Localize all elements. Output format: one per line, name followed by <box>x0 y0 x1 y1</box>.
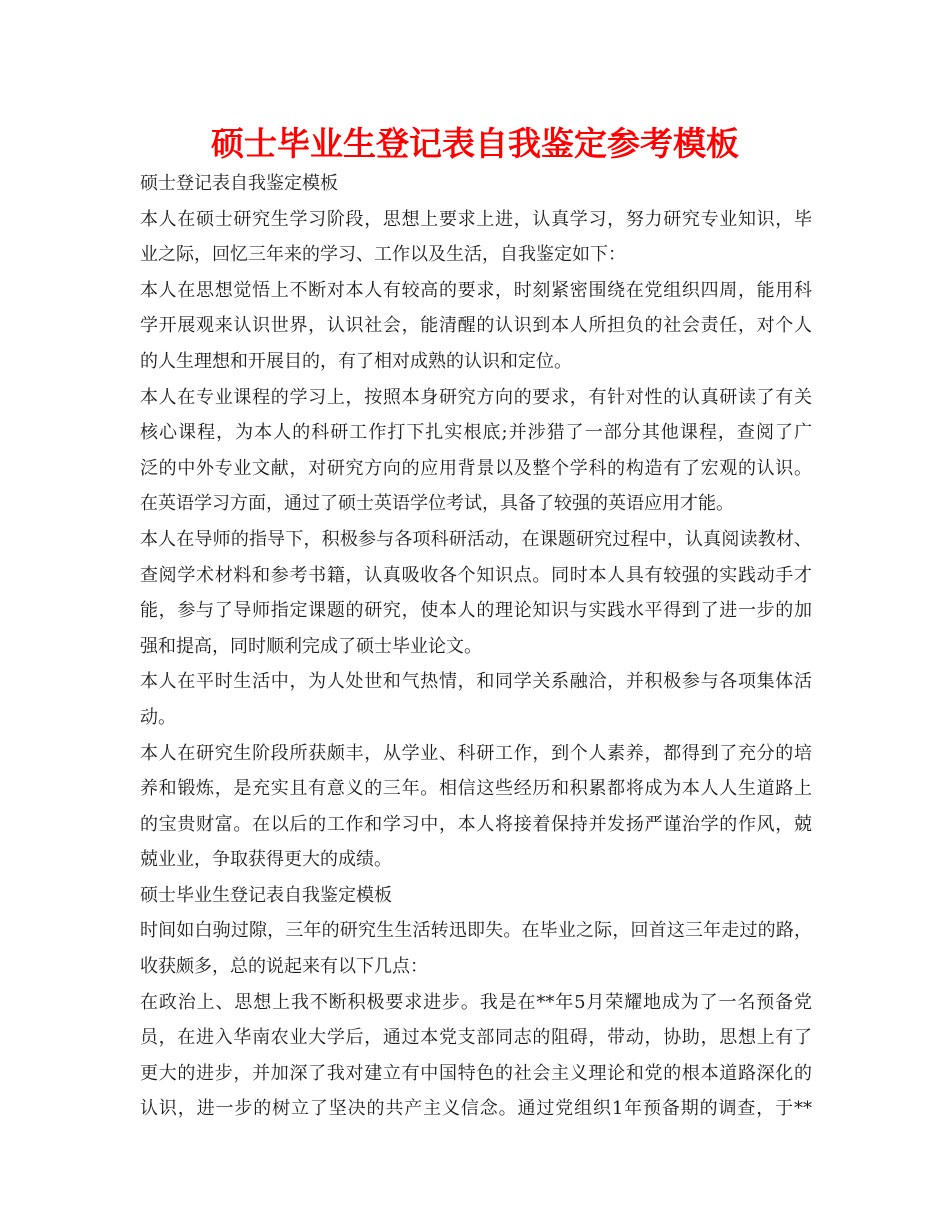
text-line: 的宝贵财富。在以后的工作和学习中，本人将接着保持并发扬严谨治学的作风，兢 <box>140 813 812 835</box>
text-line: 泛的中外专业文献，对研究方向的应用背景以及整个学科的构造有了宏观的认识。 <box>140 457 812 479</box>
text-line: 员，在进入华南农业大学后，通过本党支部同志的阻碍，带动，协助，思想上有了 <box>140 1027 812 1049</box>
text-line: 更大的进步，并加深了我对建立有中国特色的社会主义理论和党的根本道路深化的 <box>140 1062 812 1084</box>
text-line: 本人在研究生阶段所获颇丰，从学业、科研工作，到个人素养，都得到了充分的培 <box>140 742 812 764</box>
document-title: 硕士毕业生登记表自我鉴定参考模板 <box>211 124 739 163</box>
text-line: 认识，进一步的树立了坚决的共产主义信念。通过党组织1年预备期的调查，于** <box>140 1098 812 1120</box>
text-line: 本人在专业课程的学习上，按照本身研究方向的要求，有针对性的认真研读了有关 <box>140 386 812 408</box>
text-line: 动。 <box>140 706 176 728</box>
text-line: 学开展观来认识世界，认识社会，能清醒的认识到本人所担负的社会责任，对个人 <box>140 315 812 337</box>
text-line: 能，参与了导师指定课题的研究，使本人的理论知识与实践水平得到了进一步的加 <box>140 600 812 622</box>
text-line: 业之际，回忆三年来的学习、工作以及生活，自我鉴定如下： <box>140 244 626 266</box>
text-line: 强和提高，同时顺利完成了硕士毕业论文。 <box>140 635 482 657</box>
text-line: 核心课程，为本人的科研工作打下扎实根底;并涉猎了一部分其他课程，查阅了广 <box>140 422 812 444</box>
text-line: 养和锻炼，是充实且有意义的三年。相信这些经历和积累都将成为本人人生道路上 <box>140 778 812 800</box>
text-line: 硕士登记表自我鉴定模板 <box>140 173 338 194</box>
text-line: 本人在平时生活中，为人处世和气热情，和同学关系融洽，并积极参与各项集体活 <box>140 671 812 693</box>
text-line: 本人在硕士研究生学习阶段，思想上要求上进，认真学习，努力研究专业知识，毕 <box>140 208 812 230</box>
text-line: 收获颇多，总的说起来有以下几点： <box>140 956 428 978</box>
text-line: 硕士毕业生登记表自我鉴定模板 <box>140 884 392 906</box>
text-line: 在英语学习方面，通过了硕士英语学位考试，具备了较强的英语应用才能。 <box>140 493 734 515</box>
document-body <box>140 166 812 1127</box>
text-line: 兢业业，争取获得更大的成绩。 <box>140 849 392 871</box>
text-line: 时间如白驹过隙，三年的研究生生活转迅即失。在毕业之际，回首这三年走过的路， <box>140 920 812 942</box>
text-line: 查阅学术材料和参考书籍，认真吸收各个知识点。同时本人具有较强的实践动手才 <box>140 564 812 586</box>
text-line: 本人在导师的指导下，积极参与各项科研活动，在课题研究过程中，认真阅读教材、 <box>140 528 812 550</box>
text-line: 在政治上、思想上我不断积极要求进步。我是在**年5月荣耀地成为了一名预备党 <box>140 991 812 1013</box>
text-line: 的人生理想和开展目的，有了相对成熟的认识和定位。 <box>140 350 572 372</box>
text-line: 本人在思想觉悟上不断对本人有较高的要求，时刻紧密围绕在党组织四周，能用科 <box>140 279 812 301</box>
